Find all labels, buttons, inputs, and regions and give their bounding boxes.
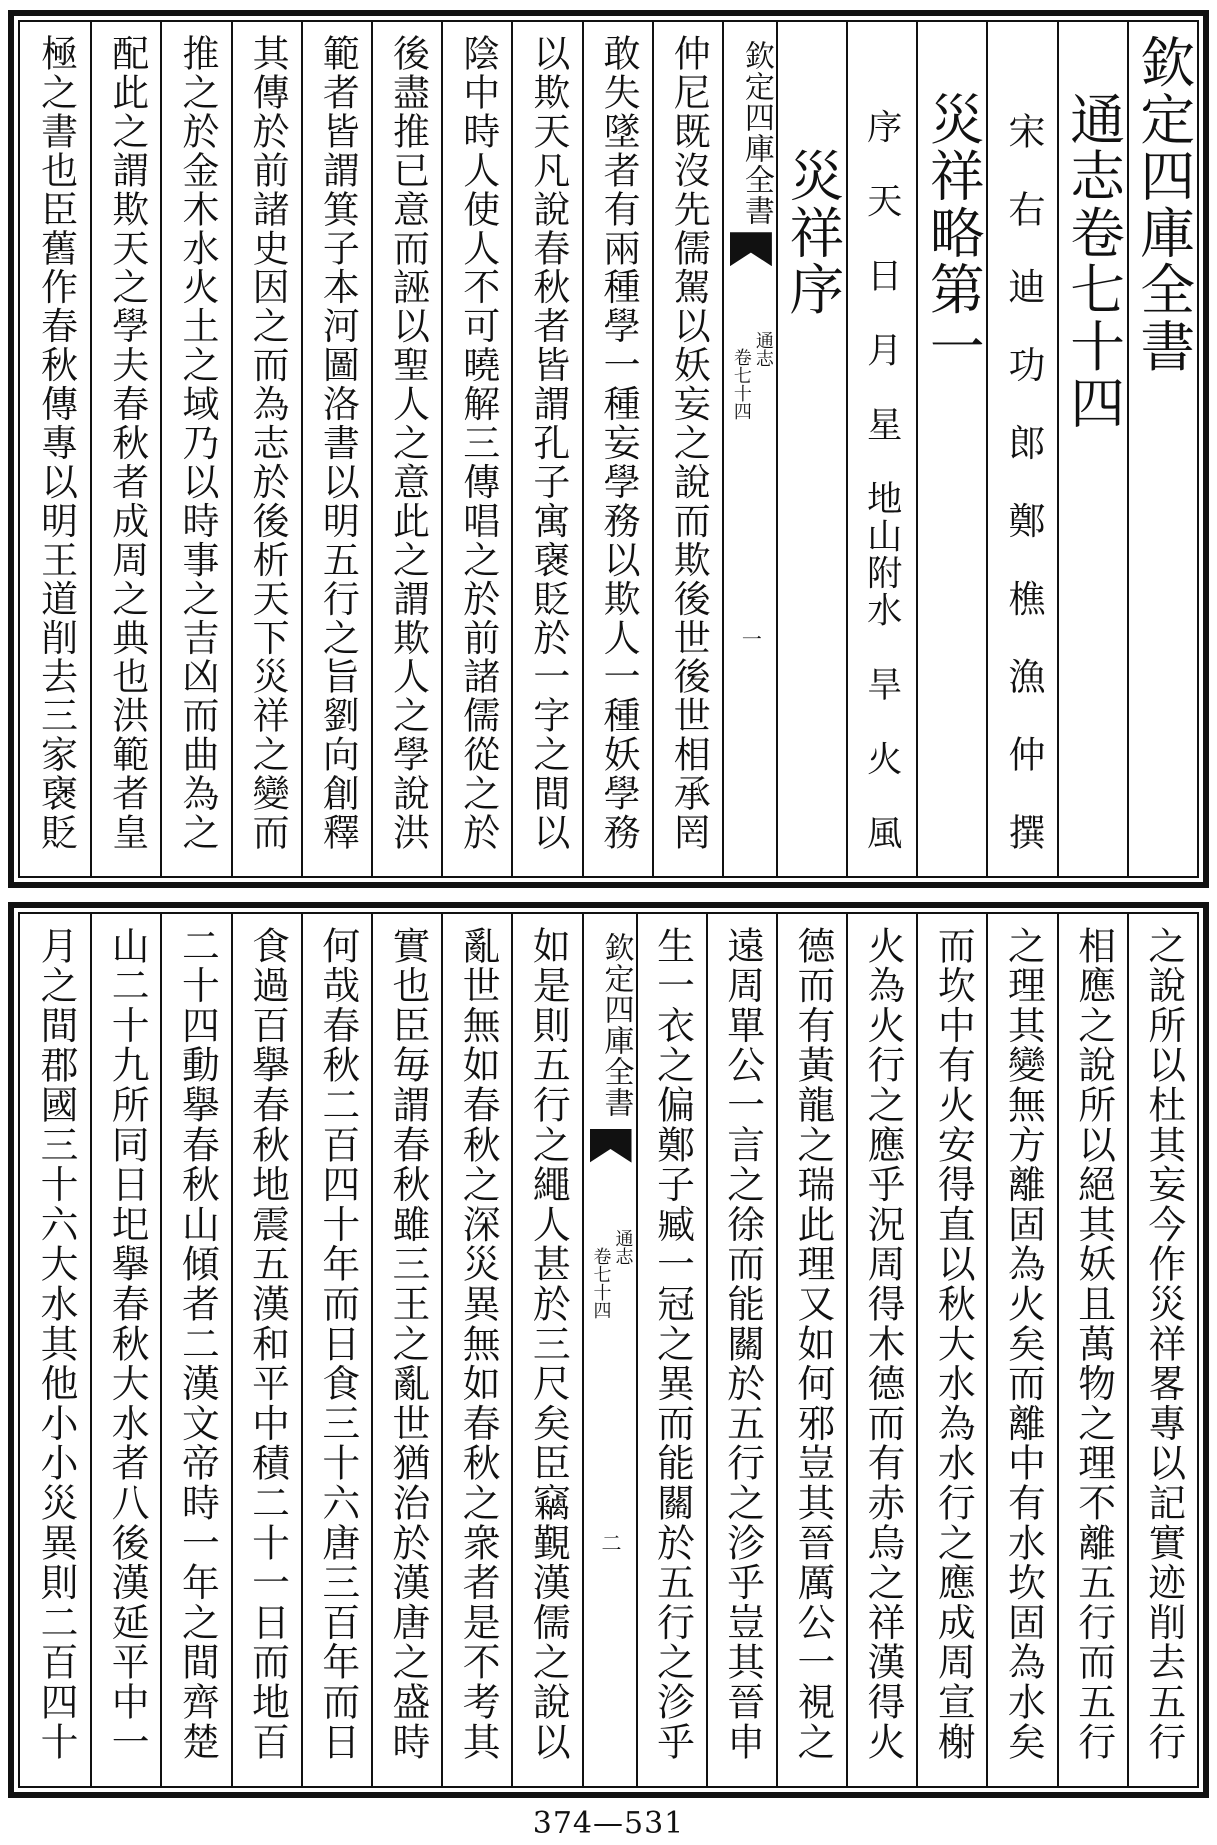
top-page (8, 10, 1209, 888)
top-page-left-column-8 (90, 22, 160, 876)
bottom-page-right-column-5 (776, 914, 846, 1786)
bottom-page-right-column-3 (916, 914, 986, 1786)
column-text: 後盡推已意而誣以聖人之意此之謂欺人之學說洪 (386, 34, 430, 852)
bottom-page-right-column-4 (846, 914, 916, 1786)
bottom-page-right-column-0 (1127, 914, 1197, 1786)
top-page-left-column-5 (301, 22, 371, 876)
column-text: 相應之說所以絕其妖且萬物之理不離五行而五行 (1071, 926, 1116, 1762)
top-page-left-column-1 (582, 22, 652, 876)
bottom-page-right-column-1 (1057, 914, 1127, 1786)
column-text: 實也臣毎謂春秋雖三王之亂世猶治於漢唐之盛時 (385, 926, 430, 1762)
bottom-page-frame (18, 912, 1199, 1788)
bottom-columns (20, 914, 1197, 1786)
bottom-page-left-column-5 (160, 914, 230, 1786)
column-text: 之說所以杜其妄今作災祥畧專以記實迹削去五行 (1141, 926, 1186, 1762)
gutter-title: 欽定四庫全書 (598, 932, 634, 1118)
bottom-page-left-column-1 (441, 914, 511, 1786)
column-text: 推之於金木水火土之域乃以時事之吉凶而曲為之 (175, 34, 219, 852)
gutter-volume: 卷七十四 (590, 1246, 612, 1319)
top-page-right-column-0 (1127, 22, 1197, 876)
column-text: 食過百擧春秋地震五漢和平中積二十一日而地百 (245, 926, 290, 1762)
column-text: 陰中時人使人不可曉解三傳唱之於前諸儒從之於 (456, 34, 500, 852)
top-page-left-column-6 (231, 22, 301, 876)
column-text: 通志卷七十四 (1061, 34, 1126, 432)
center-gutter (722, 22, 776, 876)
bottom-page-left-column-3 (301, 914, 371, 1786)
gutter-book-title: 通志 (752, 330, 774, 367)
column-text: 配此之謂欺天之學夫春秋者成周之典也洪範者皇 (105, 34, 149, 852)
column-text: 宋 右 迪 功 郎 鄭 樵 漁 仲 撰 (1002, 34, 1045, 852)
gutter-book-title: 通志 (612, 1229, 634, 1266)
top-page-right-column-4 (846, 22, 916, 876)
column-text: 如是則五行之繩人甚於三尺矣臣竊覲漢儒之說以 (526, 926, 571, 1762)
bottom-page-right-column-6 (706, 914, 776, 1786)
page-number-footer: 374—531 (532, 1806, 685, 1841)
center-gutter (582, 914, 636, 1786)
top-page-left-column-4 (371, 22, 441, 876)
fishtail-mark-icon (590, 1129, 632, 1163)
column-text: 二十四動擧春秋山傾者二漢文帝時一年之間齊楚 (175, 926, 220, 1762)
column-text: 生一衣之偏鄭子臧一冠之異而能關於五行之沴乎 (650, 926, 695, 1762)
top-page-right-column-5 (776, 22, 846, 876)
bottom-page (8, 902, 1209, 1798)
top-page-frame (18, 20, 1199, 878)
column-text: 仲尼既沒先儒駕以妖妄之說而欺後世後世相承罔 (667, 34, 711, 852)
fishtail-mark-icon (730, 232, 772, 266)
bottom-page-left-column-7 (20, 914, 90, 1786)
gutter-page-number: 二 (601, 1531, 622, 1556)
top-page-right-column-3 (916, 22, 986, 876)
bottom-page-left-column-6 (90, 914, 160, 1786)
column-text: 而坎中有火安得直以秋大水為水行之應成周宣榭 (931, 926, 976, 1762)
bottom-page-left-column-2 (371, 914, 441, 1786)
top-page-left-column-9 (20, 22, 90, 876)
column-text: 何哉春秋二百四十年而日食三十六唐三百年而日 (315, 926, 360, 1762)
column-text: 災祥序 (780, 34, 845, 318)
column-text: 以欺天凡說春秋者皆謂孔子寓襃貶於一字之間以 (526, 34, 570, 852)
top-page-left-column-2 (511, 22, 581, 876)
column-text: 序 天 日 月 星 地山附水 旱 火 風 (861, 34, 903, 852)
column-text: 敢失墜者有兩種學一種妄學務以欺人一種妖學務 (597, 34, 641, 852)
bottom-page-left-column-4 (231, 914, 301, 1786)
column-text: 山二十九所同日圯擧春秋大水者八後漢延平中一 (105, 926, 150, 1762)
column-text: 欽定四庫全書 (1131, 34, 1196, 375)
top-page-left-column-0 (652, 22, 722, 876)
column-text: 其傳於前諸史因之而為志於後析天下災祥之變而 (246, 34, 290, 852)
column-text: 德而有黃龍之瑞此理又如何邪豈其晉厲公一視之 (790, 926, 835, 1762)
top-columns (20, 22, 1197, 876)
top-page-left-column-7 (160, 22, 230, 876)
top-page-right-column-2 (986, 22, 1056, 876)
bottom-page-right-column-2 (986, 914, 1056, 1786)
column-text: 之理其變無方離固為火矣而離中有水坎固為水矣 (1001, 926, 1046, 1762)
bottom-page-left-column-0 (511, 914, 581, 1786)
column-text: 月之間郡國三十六大水其他小小災異則二百四十 (34, 926, 78, 1762)
gutter-page-number: 一 (741, 626, 762, 651)
column-text: 極之書也臣舊作春秋傳專以明王道削去三家襃貶 (34, 34, 78, 852)
column-text: 火為火行之應乎況周得木德而有赤烏之祥漢得火 (861, 926, 906, 1762)
column-text: 範者皆謂箕子本河圖洛書以明五行之旨劉向創釋 (316, 34, 360, 852)
top-page-right-column-1 (1057, 22, 1127, 876)
gutter-title: 欽定四庫全書 (738, 40, 774, 226)
column-text: 亂世無如春秋之深災異無如春秋之衆者是不考其 (456, 926, 501, 1762)
gutter-volume: 卷七十四 (730, 348, 752, 421)
bottom-page-right-column-7 (636, 914, 706, 1786)
column-text: 災祥略第一 (920, 34, 985, 375)
top-page-left-column-3 (441, 22, 511, 876)
column-text: 遠周單公一言之徐而能關於五行之沴乎豈其晉申 (720, 926, 765, 1762)
